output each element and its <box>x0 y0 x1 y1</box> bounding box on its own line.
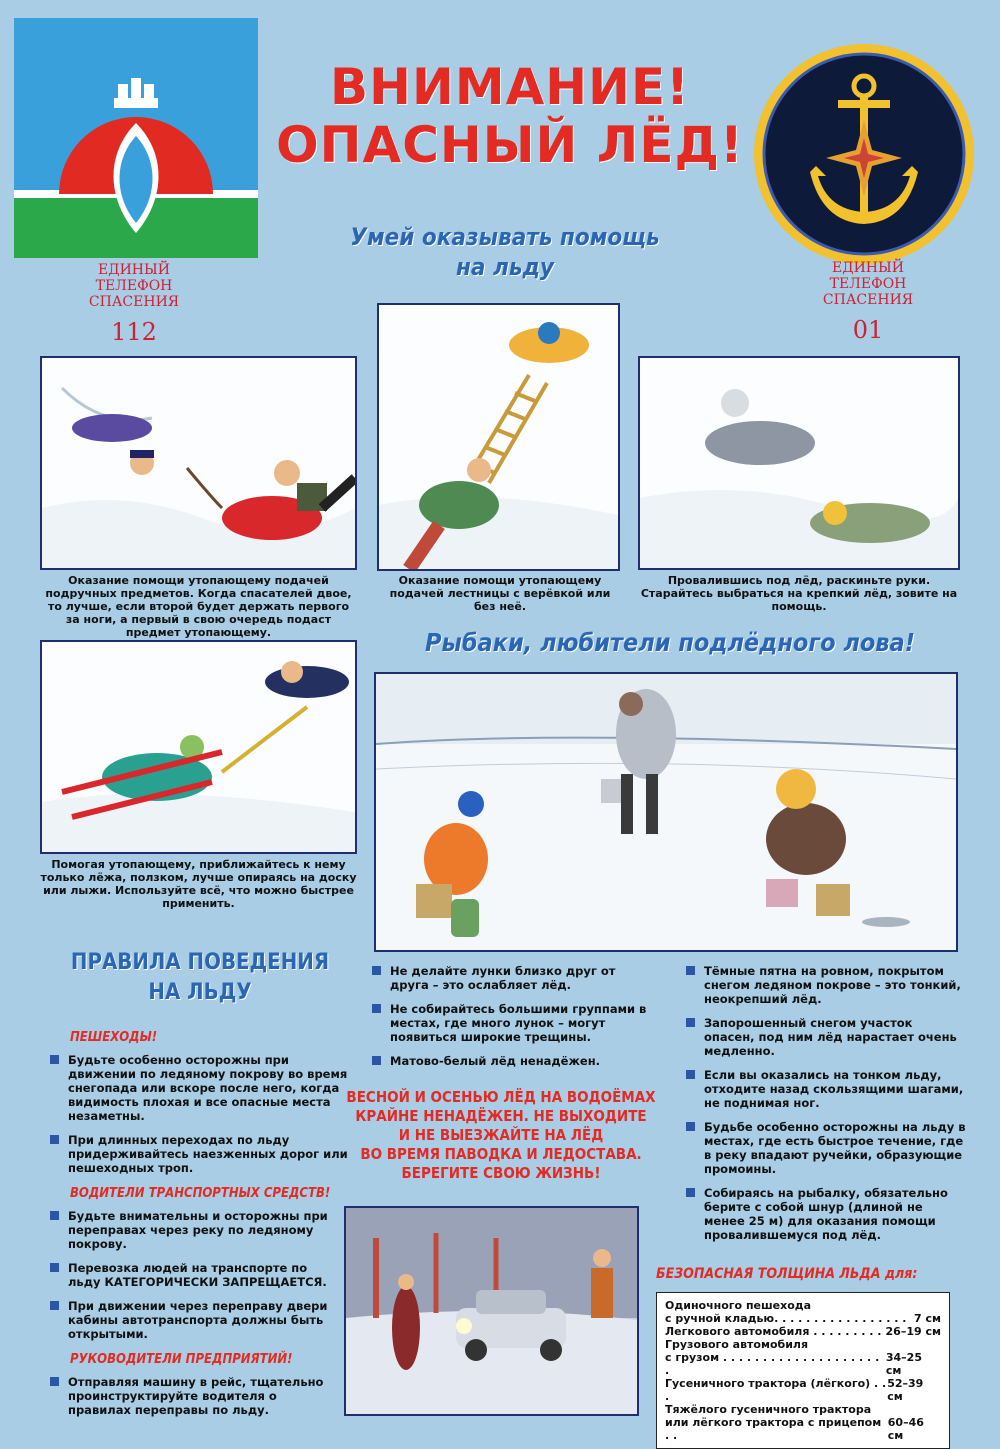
phone-right-label-1: ЕДИНЫЙ <box>831 260 904 276</box>
rules-heading-line-2: НА ЛЬДУ <box>148 980 252 1005</box>
thickness-row-value: 26–19 см <box>885 1325 941 1338</box>
fish-tip-left-2: Не собирайтесь большими группами в местах, где много лунок – могут появиться широкие трещины. <box>372 1002 652 1044</box>
fish-tip-right-4: Будьбе особенно осторожны на льду в местах, где есть быстрое течение, где в реку впадают ручейки, образующие промоины. <box>686 1120 966 1176</box>
fish-tip-right-5: Собираясь на рыбалку, обязательно берите с собой шнур (длиной не менее 25 м) для оказания помощи провалившемуся под лёд. <box>686 1186 966 1242</box>
fishers-heading: Рыбаки, любители подлёдного лова! <box>425 628 915 657</box>
thickness-row <box>665 1403 941 1416</box>
phone-left <box>64 262 204 346</box>
illustration-panel-4 <box>40 640 357 854</box>
title-line-1: ВНИМАНИЕ! <box>330 58 690 116</box>
fish-tip-left-3: Матово-белый лёд ненадёжен. <box>372 1054 652 1068</box>
thickness-row <box>665 1312 941 1325</box>
phone-left-label-3: СПАСЕНИЯ <box>88 294 180 310</box>
warning-line-2: КРАЙНЕ НЕНАДЁЖЕН. НЕ ВЫХОДИТЕ <box>355 1107 647 1125</box>
managers-section <box>50 1352 340 1427</box>
thickness-row-value: 7 см <box>914 1312 941 1325</box>
pedestrians-heading: ПЕШЕХОДЫ! <box>70 1030 158 1045</box>
thickness-row <box>665 1325 941 1338</box>
car-on-ice-panel <box>344 1206 639 1416</box>
thickness-row <box>665 1299 941 1312</box>
thickness-heading: БЕЗОПАСНАЯ ТОЛЩИНА ЛЬДА для: <box>656 1266 918 1282</box>
drivers-item-2: Перевозка людей на транспорте по льду КАТЕГОРИЧЕСКИ ЗАПРЕЩАЕТСЯ. <box>50 1261 340 1289</box>
illustration-panel-3 <box>638 356 960 570</box>
thickness-row-label: Тяжёлого гусеничного трактора <box>665 1403 872 1416</box>
pedestrians-item-1: Будьте особенно осторожны при движении по ледяному покрову во время снегопада или вскоре после него, когда видимость плохая и все опасные места незаметны. <box>50 1053 350 1123</box>
managers-heading: РУКОВОДИТЕЛИ ПРЕДПРИЯТИЙ! <box>70 1352 293 1367</box>
help-heading-line-1: Умей оказывать помощь <box>350 223 660 251</box>
drivers-heading: ВОДИТЕЛИ ТРАНСПОРТНЫХ СРЕДСТВ! <box>70 1186 331 1201</box>
illustration-panel-2 <box>377 303 620 571</box>
drivers-section <box>50 1186 340 1351</box>
help-heading <box>330 222 680 282</box>
phone-right-label-3: СПАСЕНИЯ <box>822 292 914 308</box>
thickness-row-value: 52–39 см <box>887 1377 924 1403</box>
caption-3: Провалившись под лёд, раскиньте руки. Старайтесь выбраться на крепкий лёд, зовите на помощь. <box>640 574 958 613</box>
title-line-2: ОПАСНЫЙ ЛЁД! <box>276 116 744 174</box>
thickness-row <box>665 1377 941 1403</box>
fish-tip-right-1: Тёмные пятна на ровном, покрытом снегом ледяном покрове – это тонкий, неокрепший лёд. <box>686 964 966 1006</box>
caption-2: Оказание помощи утопающему подачей лестницы с верёвкой или без неё. <box>389 574 611 613</box>
thickness-row-label: с грузом . . . . . . . . . . . . . . . . . . . . . <box>665 1351 880 1377</box>
phone-right-number: 01 <box>852 316 884 344</box>
pedestrians-item-2: При длинных переходах по льду придерживайтесь наезженных дорог или пешеходных троп. <box>50 1133 350 1175</box>
thickness-row-value: 34–25 см <box>885 1351 922 1377</box>
rules-heading-line-1: ПРАВИЛА ПОВЕДЕНИЯ <box>70 950 330 975</box>
phone-right-label-2: ТЕЛЕФОН <box>829 276 907 292</box>
thickness-row-label: Гусеничного трактора (лёгкого) . . . <box>665 1377 887 1403</box>
fish-tip-right-2: Запорошенный снегом участок опасен, под ним лёд нарастает очень медленно. <box>686 1016 966 1058</box>
thickness-row <box>665 1351 941 1377</box>
thickness-row-label: или лёгкого трактора с прицепом . . <box>665 1416 882 1442</box>
caption-4: Помогая утопающему, приближайтесь к нему только лёжа, ползком, лучше опираясь на доску или лыжи. Используйте всё, что можно быстрее применить. <box>40 858 357 910</box>
thickness-row <box>665 1338 941 1351</box>
warning-line-4: ВО ВРЕМЯ ПАВОДКА И ЛЕДОСТАВА. <box>360 1145 642 1163</box>
poster-title <box>250 58 770 174</box>
drivers-item-3: При движении через переправу двери кабины автотранспорта должны быть открытыми. <box>50 1299 340 1341</box>
warning-line-3: И НЕ ВЫЕЗЖАЙТЕ НА ЛЁД <box>398 1126 604 1144</box>
drivers-item-1: Будьте внимательны и осторожны при переправах через реку по ледяному покрову. <box>50 1209 340 1251</box>
rescue-anchor-emblem <box>752 42 976 266</box>
thickness-table <box>656 1292 950 1449</box>
thickness-row-label: Грузового автомобиля <box>665 1338 809 1351</box>
regional-flag-emblem <box>14 18 258 258</box>
fish-tip-right-3: Если вы оказались на тонком льду, отходите назад скользящими шагами, не поднимая ног. <box>686 1068 966 1110</box>
thickness-row-label: Одиночного пешехода <box>665 1299 812 1312</box>
fish-tips-right <box>686 964 966 1252</box>
managers-item-1: Отправляя машину в рейс, тщательно проинструктируйте водителя о правилах переправы по льду. <box>50 1375 340 1417</box>
thickness-row <box>665 1416 941 1442</box>
fish-tips-left <box>372 964 652 1078</box>
thickness-row-label: с ручной кладью. . . . . . . . . . . . . . . . . <box>665 1312 907 1325</box>
illustration-panel-1 <box>40 356 357 570</box>
warning-line-1: ВЕСНОЙ И ОСЕНЬЮ ЛЁД НА ВОДОЁМАХ <box>346 1088 656 1106</box>
caption-1: Оказание помощи утопающему подачей подручных предметов. Когда спасателей двое, то лучше, если второй будет держать первого за ноги, а первый в свою очередь подаст предмет утопающему. <box>45 574 352 639</box>
rules-heading <box>40 948 360 1008</box>
thickness-row-value: 60–46 см <box>887 1416 924 1442</box>
phone-left-label-1: ЕДИНЫЙ <box>97 262 170 278</box>
phone-right <box>798 260 938 344</box>
phone-left-label-2: ТЕЛЕФОН <box>95 278 173 294</box>
fishing-panel <box>374 672 958 952</box>
help-heading-line-2: на льду <box>456 253 554 281</box>
thickness-row-label: Легкового автомобиля . . . . . . . . . <box>665 1325 882 1338</box>
seasonal-warning <box>336 1088 666 1183</box>
warning-line-5: БЕРЕГИТЕ СВОЮ ЖИЗНЬ! <box>401 1164 601 1182</box>
pedestrians-section <box>50 1030 350 1185</box>
phone-left-number: 112 <box>111 318 157 346</box>
fish-tip-left-1: Не делайте лунки близко друг от друга – это ослабляет лёд. <box>372 964 652 992</box>
